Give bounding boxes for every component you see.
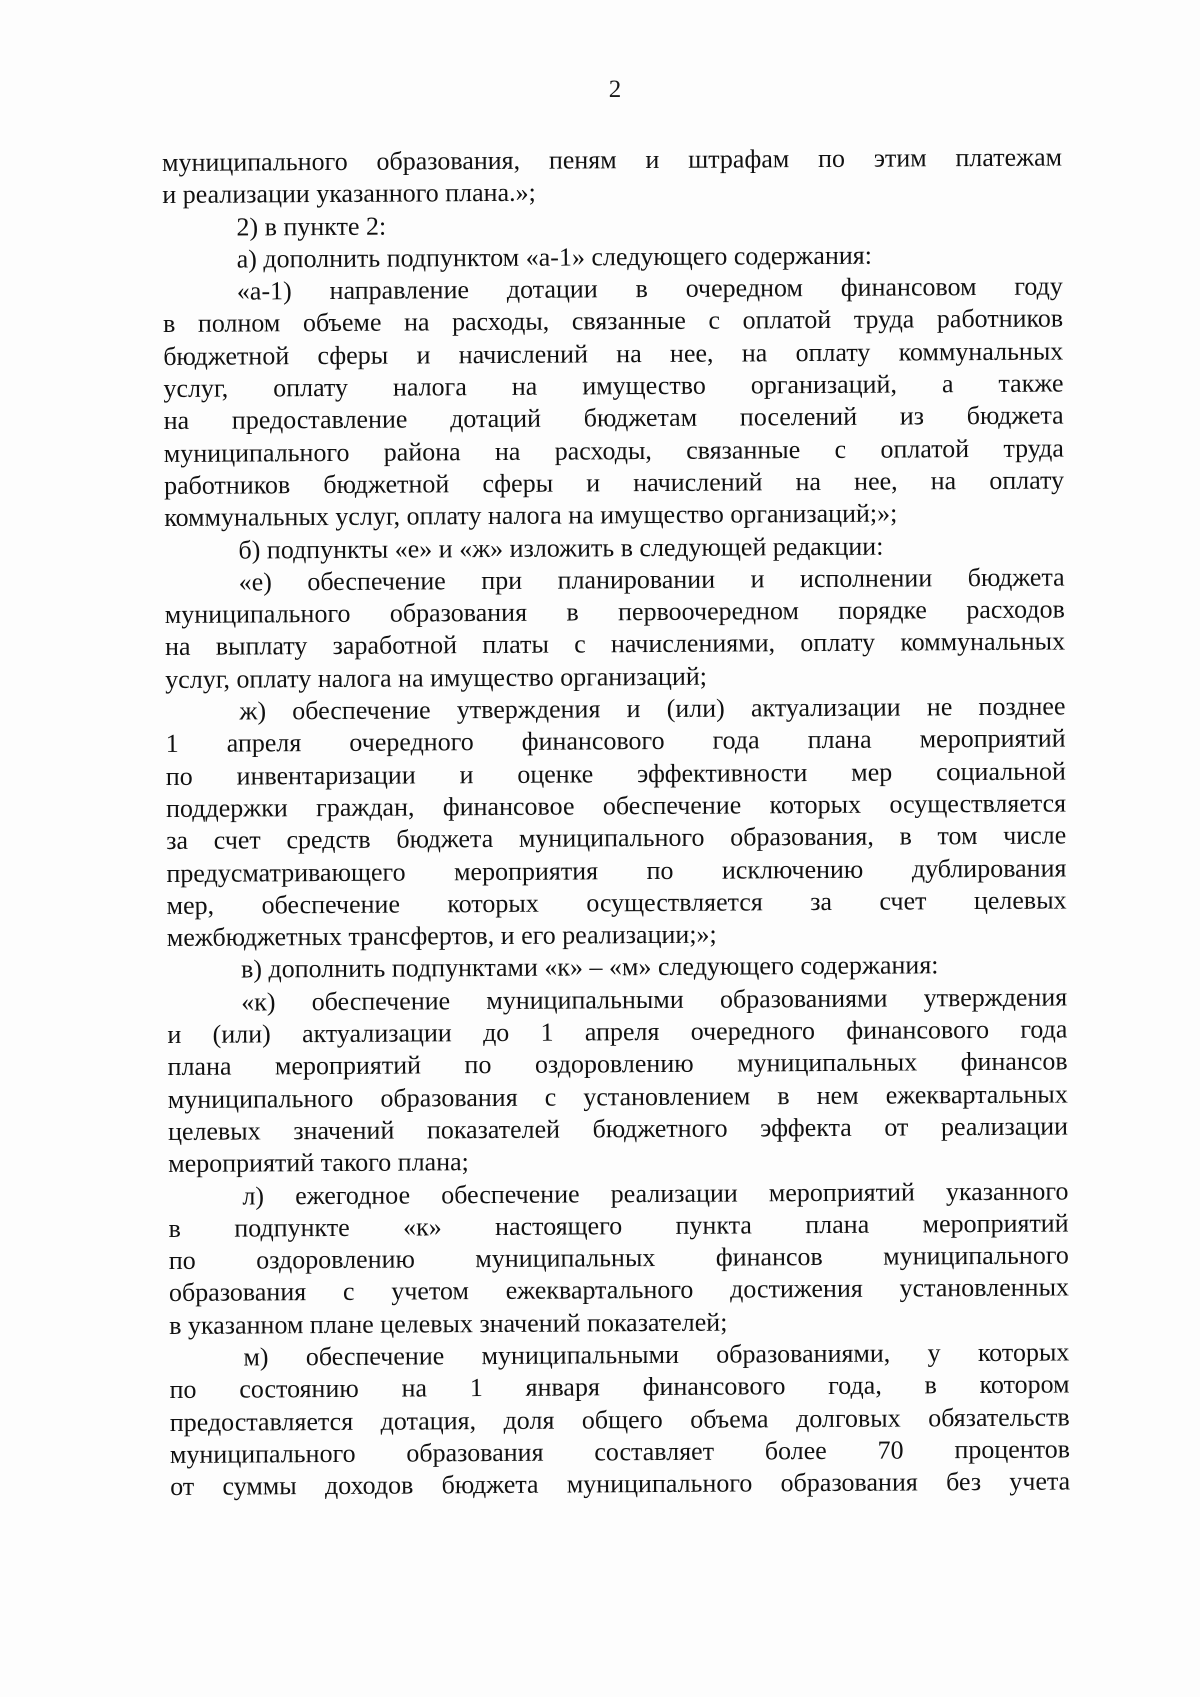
text-line: муниципального образования, пеням и штрафам по этим платежам — [162, 142, 1063, 177]
text-line: б) подпункты «е» и «ж» изложить в следующей редакции: — [238, 531, 884, 565]
text-line: работников бюджетной сферы и начислений на нее, на оплату — [163, 465, 1065, 500]
text-line: а) дополнить подпунктом «а-1» следующего содержания: — [236, 240, 872, 274]
text-line: на предоставление дотаций бюджетам поселений из бюджета — [163, 400, 1064, 436]
text-line: услуг, оплату налога на имущество организаций, а также — [163, 368, 1064, 404]
text-line: «а-1) направление дотации в очередном финансовом году — [236, 271, 1063, 306]
text-line: л) ежегодное обеспечение реализации мероприятий указанного — [242, 1175, 1069, 1211]
text-line: бюджетной сферы и начислений на нее, на оплату коммунальных — [163, 336, 1064, 371]
text-line: «к) обеспечение муниципальными образованиями утверждения — [241, 982, 1068, 1017]
text-line: мер, обеспечение которых осуществляется за счет целевых — [166, 885, 1067, 920]
text-line: поддержки граждан, финансовое обеспечение которых осуществляется — [165, 788, 1067, 823]
text-line: по инвентаризации и оценке эффективности мер социальной — [165, 756, 1066, 791]
text-line: и (или) актуализации до 1 апреля очередного финансового года — [167, 1014, 1068, 1049]
text-line: 2) в пункте 2: — [236, 211, 387, 242]
text-line: муниципального образования с установлением в нем ежеквартальных — [167, 1079, 1068, 1114]
text-line: в подпункте «к» настоящего пункта плана мероприятий — [168, 1208, 1069, 1243]
text-line: 1 апреля очередного финансового года плана мероприятий — [165, 723, 1066, 759]
text-line: на выплату заработной платы с начислениями, оплату коммунальных — [164, 626, 1066, 662]
page-number: 2 — [608, 76, 622, 103]
text-line: по состоянию на 1 января финансового года, в котором — [169, 1369, 1070, 1405]
text-line: «е) обеспечение при планировании и исполнении бюджета — [238, 562, 1065, 597]
text-line: ж) обеспечение утверждения и (или) актуализации не позднее — [239, 691, 1066, 726]
text-line: в указанном плане целевых значений показателей; — [169, 1307, 728, 1340]
text-line: муниципального образования в первоочередном порядке расходов — [164, 594, 1065, 630]
text-line: муниципального района на расходы, связанные с оплатой труда — [163, 433, 1064, 468]
text-line: образования с учетом ежеквартального достижения установленных — [168, 1272, 1070, 1308]
text-line: и реализации указанного плана.»; — [162, 178, 536, 210]
text-line: от суммы доходов бюджета муниципального образования без учета — [170, 1466, 1071, 1502]
text-line: муниципального образования составляет более 70 процентов — [169, 1434, 1071, 1469]
text-line: в полном объеме на расходы, связанные с оплатой труда работников — [162, 303, 1064, 339]
text-line: межбюджетных трансфертов, и его реализации;»; — [166, 919, 717, 953]
text-line: плана мероприятий по оздоровлению муниципальных финансов — [167, 1046, 1068, 1082]
document-body — [162, 142, 1070, 1504]
text-line: услуг, оплату налога на имущество организаций; — [165, 661, 708, 694]
text-line: за счет средств бюджета муниципального образования, в том числе — [166, 820, 1067, 856]
text-line: предусматривающего мероприятия по исключению дублирования — [166, 853, 1067, 888]
text-line: коммунальных услуг, оплату налога на имущество организаций;»; — [164, 498, 898, 533]
text-line: в) дополнить подпунктами «к» – «м» следующего содержания: — [240, 950, 939, 984]
text-line: предоставляется дотация, доля общего объема долговых обязательств — [169, 1402, 1070, 1437]
text-line: по оздоровлению муниципальных финансов муниципального — [168, 1240, 1069, 1276]
text-line: целевых значений показателей бюджетного эффекта от реализации — [167, 1111, 1069, 1146]
text-line: м) обеспечение муниципальными образованиями, у которых — [243, 1337, 1070, 1372]
text-line: мероприятий такого плана; — [168, 1147, 469, 1179]
